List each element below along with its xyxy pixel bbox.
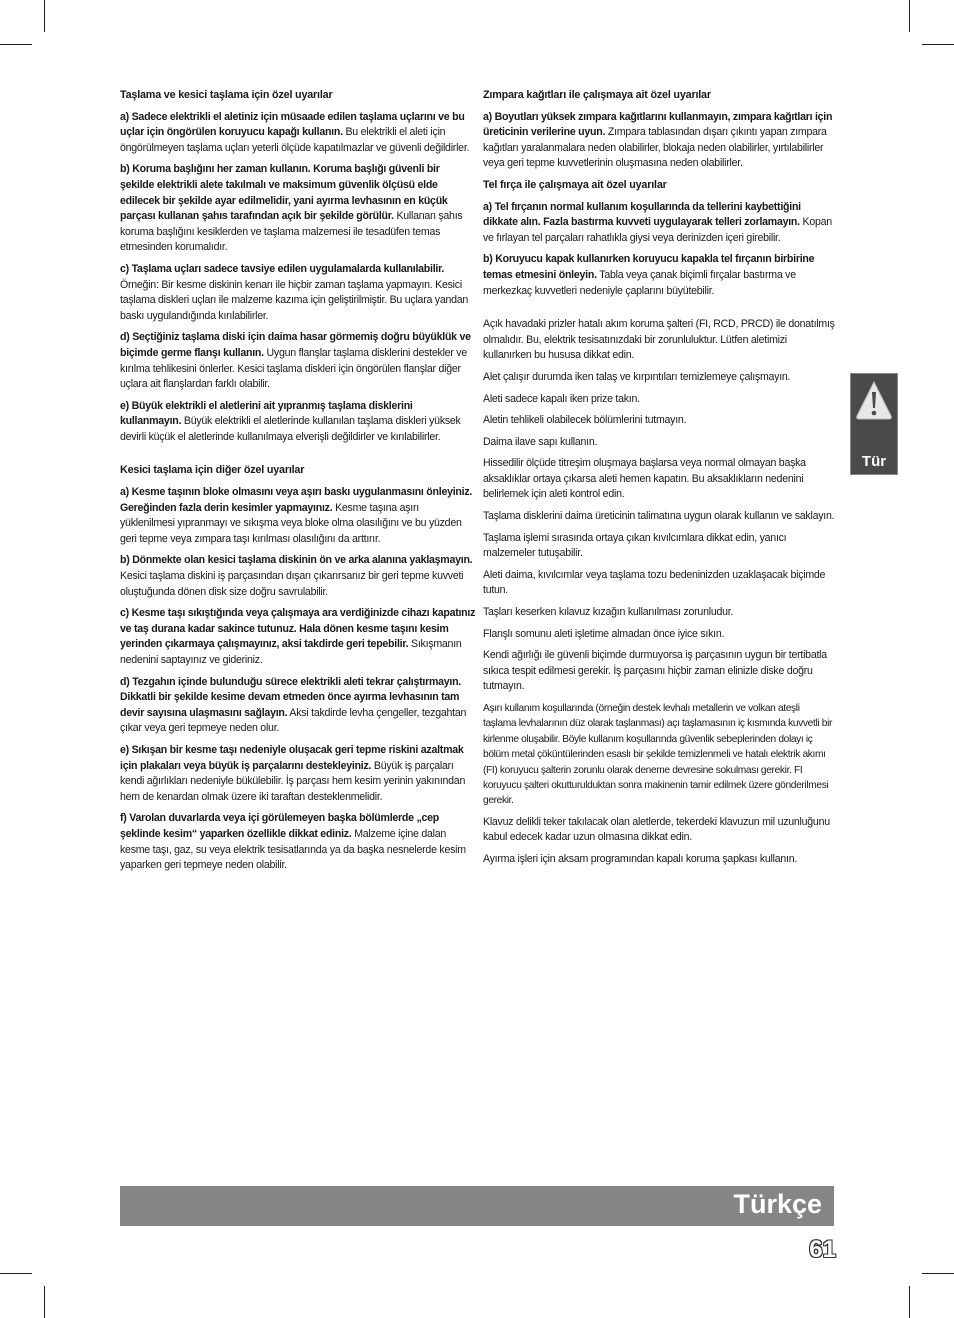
warning-item: b) Koruyucu kapak kullanırken koruyucu kapakla tel fırçanın birbirine temas etmesini önleyin. Tabla veya çanak biçimli fırçalar bastırma ve merkezkaç kuvvetleri nedeniyle çaplarını büyütebilir. (483, 253, 815, 297)
paragraph: Taşlama işlemi sırasında ortaya çıkan kıvılcımlara dikkat edin, yanıcı malzemeler tutuşabilir. (483, 531, 787, 560)
paragraph: Alet çalışır durumda iken talaş ve kırpıntıları temizlemeye çalışmayın. (483, 370, 791, 383)
language-title: Türkçe (733, 1189, 822, 1219)
warning-item: b) Dönmekte olan kesici taşlama diskinin ön ve arka alanına yaklaşmayın. Kesici taşlama diskini iş parçasından dışarı çıkarırsanız bir geri tepme kuvveti oluştuğunda dönen disk size doğru savrulabilir. (120, 554, 473, 598)
crop-mark (922, 44, 954, 45)
paragraph: Klavuz delikli teker takılacak olan aletlerde, tekerdeki klavuzun mil uzunluğunu kabul edecek kadar uzun olmasına dikkat edin. (483, 815, 830, 844)
language-side-tab (850, 373, 898, 475)
warning-item: e) Büyük elektrikli el aletlerini ait yıpranmış taşlama disklerini kullanmayın. Büyük elektrikli el aletlerinde kullanılan taşlama diskleri yüksek devirli küçük el aletlerinde kullanılmaya elverişli değildirler ve kırılabilirler. (120, 399, 461, 443)
right-column (483, 88, 835, 874)
crop-mark (909, 0, 910, 32)
crop-mark (909, 1286, 910, 1318)
paragraph: Taşlama disklerini daima üreticinin talimatına uygun olarak kullanın ve saklayın. (483, 510, 835, 523)
crop-mark (0, 1273, 32, 1274)
side-tab-label: Tür (861, 453, 887, 470)
crop-mark (44, 1286, 45, 1318)
warning-item: b) Koruma başlığını her zaman kullanın. Koruma başlığı güvenli bir şekilde elektrikli alete takılmalı ve maksimum güvenlik ölçüsü elde edilecek bir şekilde ayar edilmelidir, yani ayırma levhasının en küçük parçası kullanan şahıs tarafından açık bir şekilde görülür. Kullanan şahıs koruma başlığını kesiklerden ve taşlama malzemesi ile tesadüfen temas etmesinden korumalıdır. (120, 163, 463, 254)
warning-item: a) Tel fırçanın normal kullanım koşullarında da tellerini kaybettiğini dikkate alın. Fazla bastırma kuvveti uygulayarak telleri zorlamayın. Kopan ve fırlayan tel parçaları rahatlıkla giysi veya derinizden içeri girebilir. (483, 200, 832, 244)
paragraph: Aletin tehlikeli olabilecek bölümlerini tutmayın. (483, 414, 687, 427)
warning-item: e) Sıkışan bir kesme taşı nedeniyle oluşacak geri tepme riskini azaltmak için plakaları veya büyük iş parçalarını destekleyiniz. Büyük iş parçaları kendi ağırlıkları nedeniyle bükülebilir. İş parçası hem kesim yerinin yakınından hem de kenardan olmak üzere iki taraftan desteklenmelidir. (120, 743, 466, 803)
section-heading: Kesici taşlama için diğer özel uyarılar (120, 464, 305, 477)
paragraph: Kendi ağırlığı ile güvenli biçimde durmuyorsa iş parçasının uygun bir tertibatla sıkıca tespit edilmesi gerekir. İş parçasını hiçbir zaman elinizle diske doğru tutmayın. (483, 649, 827, 693)
warning-item: c) Kesme taşı sıkıştığında veya çalışmaya ara verdiğinizde cihazı kapatınız ve taş durana kadar sakince tutunuz. Hala dönen kesme taşını kesim yerinden çıkarmaya çalışmayınız, aksi takdirde geri tepebilir. Sıkışmanın nedenini saptayınız ve gideriniz. (120, 607, 476, 666)
paragraph: Aleti sadece kapalı iken prize takın. (483, 392, 640, 405)
paragraph: Ayırma işleri için aksam programından kapalı koruma şapkası kullanın. (483, 853, 798, 866)
paragraph: Aşırı kullanım koşullarında (örneğin destek levhalı metallerin ve volkan ateşli taşlama levhalarının düz olarak taşlanması) açı taşlamasının iç kısmında kuvvetli bir kirlenme oluşabilir. Böyle kullanım koşullarında güvenlik sebeplerinden dolayı iç bölüm metal çöküntülerinden esaslı bir şekilde temizlenmeli ve hatalı elektrik akımı (FI) koruyucu şalterin zorunlu olarak deneme devresine sokulması gerekir. FI koruyucu şalteri okutturulduktan sonra makinenin tamir edilmek üzere gönderilmesi gerekir. (483, 703, 833, 807)
paragraph: Flanşlı somunu aleti işletime almadan önce iyice sıkın. (483, 627, 725, 640)
warning-item: f) Varolan duvarlarda veya içi görülemeyen başka bölümlerde „cep şeklinde kesim“ yaparken özellikle dikkat ediniz. Malzeme içine dalan kesme taşı, gaz, su veya elektrik tesisatlarında ya da başka nesnelerde kesim yaparken geri tepmeye neden olabilir. (120, 812, 466, 872)
section-heading: Taşlama ve kesici taşlama için özel uyarılar (120, 89, 333, 101)
warning-item: a) Boyutları yüksek zımpara kağıtlarını kullanmayın, zımpara kağıtları için üreticinin verilerine uyun. Zımpara tablasından dışarı çıkıntı yapan zımpara kağıtları yaralanmalara neden olabilirler, blokaja neden olabilirler, yırtılabilirler veya geri tepme kuvvetlerinin oluşmasına neden olabilirler. (483, 110, 833, 170)
paragraph: Aleti daima, kıvılcımlar veya taşlama tozu bedeninizden uzaklaşacak biçimde tutun. (483, 568, 826, 597)
crop-mark (44, 0, 45, 32)
paragraph: Açık havadaki prizler hatalı akım koruma şalteri (FI, RCD, PRCD) ile donatılmış olmalıdır. Bu, elektrik tesisatınızdaki bir zorunluluktur. Lütfen aletimizi kullanırken bu hususa dikkat edin. (483, 318, 835, 362)
warning-item: d) Tezgahın içinde bulunduğu sürece elektrikli aleti tekrar çalıştırmayın. Dikkatli bir şekilde kesime devam etmeden önce ayırma levhasının tam devir sayısına ulaşmasını sağlayın. Aksi takdirde levha çengeller, tezgahtan çıkar veya geri tepmeye neden olur. (120, 675, 467, 735)
crop-mark (0, 44, 32, 45)
paragraph: Hissedilir ölçüde titreşim oluşmaya başlarsa veya normal olmayan başka aksaklıklar ortaya çıkarsa aleti hemen kapatın. Bu aksaklıkların nedenini belirlemek için aleti kontrol edin. (483, 457, 806, 501)
paragraph: Taşları keserken kılavuz kızağın kullanılması zorunludur. (483, 606, 734, 619)
crop-mark (922, 1273, 954, 1274)
warning-item: a) Kesme taşının bloke olmasını veya aşırı baskı uygulanmasını önleyiniz. Gereğinden fazla derin kesimler yapmayınız. Kesme taşına aşırı yüklenilmesi yıpranmayı ve sıkışma veya bloke olma olasılığını ve bu yüzden geri tepme veya zımpara taşı kırılması olasılığını da arttırır. (120, 486, 473, 545)
warning-item: d) Seçtiğiniz taşlama diski için daima hasar görmemiş doğru büyüklük ve biçimde germe flanşı kullanın. Uygun flanşlar taşlama disklerini destekler ve kırılma tehlikesini önlerler. Kesici taşlama diskleri için öngörülen flanşlar diğer uçlara ait flanşlardan farklı olabilir. (120, 331, 471, 391)
section-heading: Tel fırça ile çalışmaya ait özel uyarılar (483, 178, 667, 191)
warning-triangle-icon (855, 380, 893, 424)
section-heading: Zımpara kağıtları ile çalışmaya ait özel uyarılar (483, 89, 711, 101)
warning-item: c) Taşlama uçları sadece tavsiye edilen uygulamalarda kullanılabilir. Örneğin: Bir kesme diskinin kenarı ile hiçbir zaman taşlama yapmayın. Kesici taşlama diskleri uçları ile malzeme kazıma için geliştirilmiştir. Bu uçlara yandan baskı uygulandığında kırılabilirler. (120, 262, 469, 322)
page-number: 61 (809, 1236, 836, 1263)
footer-language-bar (120, 1186, 834, 1226)
paragraph: Daima ilave sapı kullanın. (483, 435, 598, 448)
warning-item: a) Sadece elektrikli el aletiniz için müsaade edilen taşlama uçlarını ve bu uçlar için öngörülen koruyucu kapağı kullanın. Bu elektrikli el aleti için öngörülmeyen taşlama uçları yeterli ölçüde kapatılmazlar ve güvenli değildirler. (120, 110, 470, 154)
left-column (120, 88, 476, 880)
